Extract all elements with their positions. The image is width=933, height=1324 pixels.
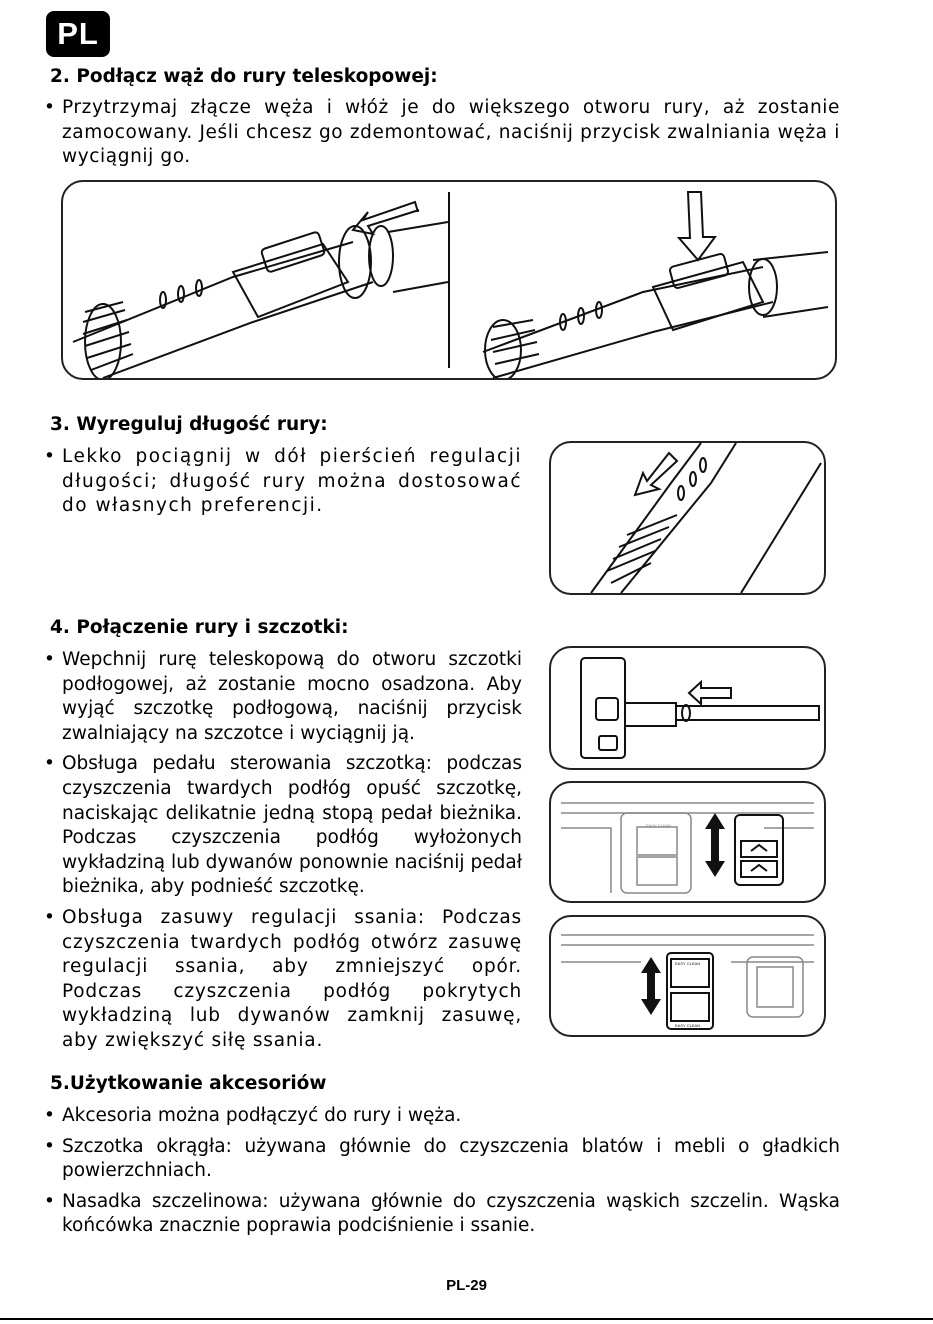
page-number: PL-29 [446,1277,487,1294]
brush-connection-figure [549,646,826,770]
section-3-list [40,445,522,525]
section-5-title: 5.Użytkowanie akcesoriów [50,1073,327,1094]
pedal-control-illustration [551,783,824,901]
language-badge: PL [46,11,110,57]
section-4-list [40,648,522,1060]
section-3-title: 3. Wyreguluj długość rury: [50,414,328,435]
tube-length-illustration [551,443,824,593]
list-item: • Akcesoria można podłączyć do rury i węża. [40,1104,840,1129]
list-item: • Obsługa zasuwy regulacji ssania: Podczas czyszczenia twardych podłóg otwórz zasuwę regulacji ssania, aby zmniejszyć opór. Podczas czyszczenia podłóg pokrytych wykładziną lub dywanów zamknij zasuwę, aby zwiększyć siłę ssania. [40,906,522,1054]
list-item: • Lekko pociągnij w dół pierścień regulacji długości; długość rury można dostosować do własnych preferencji. [40,445,522,519]
suction-slider-illustration [551,917,824,1035]
suction-slider-figure [549,915,826,1037]
hose-connection-figure [61,180,837,380]
easy-clean-label-bottom: EASY CLEAN [675,1023,701,1028]
list-item: • Wepchnij rurę teleskopową do otworu szczotki podłogowej, aż zostanie mocno osadzona. Aby wyjąć szczotkę podłogową, naciśnij przycisk zwalniający na szczotce i wyciągnij ją. [40,648,522,746]
list-item: • Szczotka okrągła: używana głównie do czyszczenia blatów i mebli o gładkich powierzchniach. [40,1135,840,1184]
list-item: • Nasadka szczelinowa: używana głównie do czyszczenia wąskich szczelin. Wąska końcówka znacznie poprawia podciśnienie i ssanie. [40,1190,840,1239]
pedal-control-figure [549,781,826,903]
section-4-title: 4. Połączenie rury i szczotki: [50,617,349,638]
easy-clean-label: EASY CLEAN [646,823,672,828]
section-2-title: 2. Podłącz wąż do rury teleskopowej: [50,66,438,87]
hose-connection-illustration [63,182,835,378]
easy-clean-label-top: EASY CLEAN [675,961,701,966]
bottom-divider [0,1318,933,1320]
brush-connection-illustration [551,648,824,768]
list-item: • Przytrzymaj złącze węża i włóż je do większego otworu rury, aż zostanie zamocowany. Jeśli chcesz go zdemontować, naciśnij przycisk zwalniania węża i wyciągnij go. [40,96,840,170]
list-item: • Obsługa pedału sterowania szczotką: podczas czyszczenia twardych podłóg opuść szczotkę, naciskając delikatnie jedną stopą pedał bieżnika. Podczas czyszczenia podłóg wyłożonych wykładziną lub dywanów ponownie naciśnij pedał bieżnika, aby podnieść szczotkę. [40,752,522,900]
section-2-list [40,96,840,176]
section-5-list [40,1104,840,1245]
tube-length-figure [549,441,826,595]
